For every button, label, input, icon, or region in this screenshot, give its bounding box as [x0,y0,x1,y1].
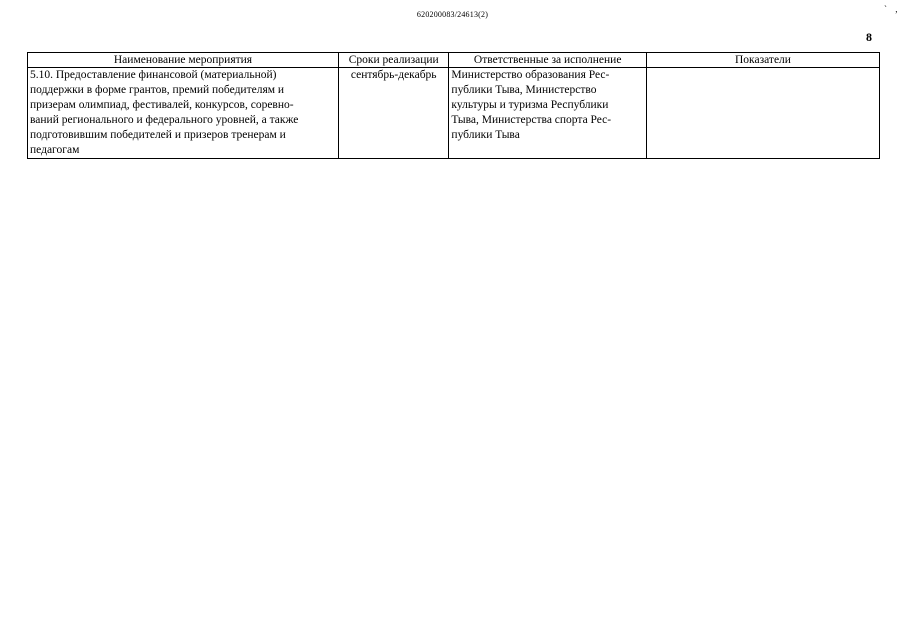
responsible-line: культуры и туризма Республики [451,99,609,111]
column-header-indicators: Показатели [646,53,879,68]
page-number: 8 [866,30,872,44]
activity-name-line: призерам олимпиад, фестивалей, конкурсов, соревно- [30,99,294,111]
responsible-line: публики Тыва, Министерство [451,84,597,96]
indicators-cell [646,68,879,159]
column-header-responsible: Ответственные за исполнение [449,53,647,68]
column-header-term: Сроки реализации [339,53,449,68]
scan-marks: ` , [884,4,901,14]
document-code: 620200083/24613(2) [416,10,489,19]
table-row [28,68,880,159]
responsible-line: публики Тыва [451,129,520,141]
activity-name-line: подготовившим победителей и призеров тренерам и [30,129,286,141]
activity-name-line: ваний регионального и федерального уровней, а также [30,114,299,126]
responsible-cell [449,68,647,159]
activity-name-line: поддержки в форме грантов, премий победителям и [30,84,285,96]
term-cell: сентябрь-декабрь [339,68,449,159]
table-header-row [28,53,880,68]
activity-name-line: 5.10. Предоставление финансовой (материальной) [30,69,277,81]
activity-name-cell [28,68,339,159]
activity-name-line: педагогам [30,144,80,156]
responsible-line: Министерство образования Рес- [451,69,610,81]
activities-table [27,52,880,159]
responsible-line: Тыва, Министерства спорта Рес- [451,114,612,126]
column-header-name: Наименование мероприятия [28,53,339,68]
